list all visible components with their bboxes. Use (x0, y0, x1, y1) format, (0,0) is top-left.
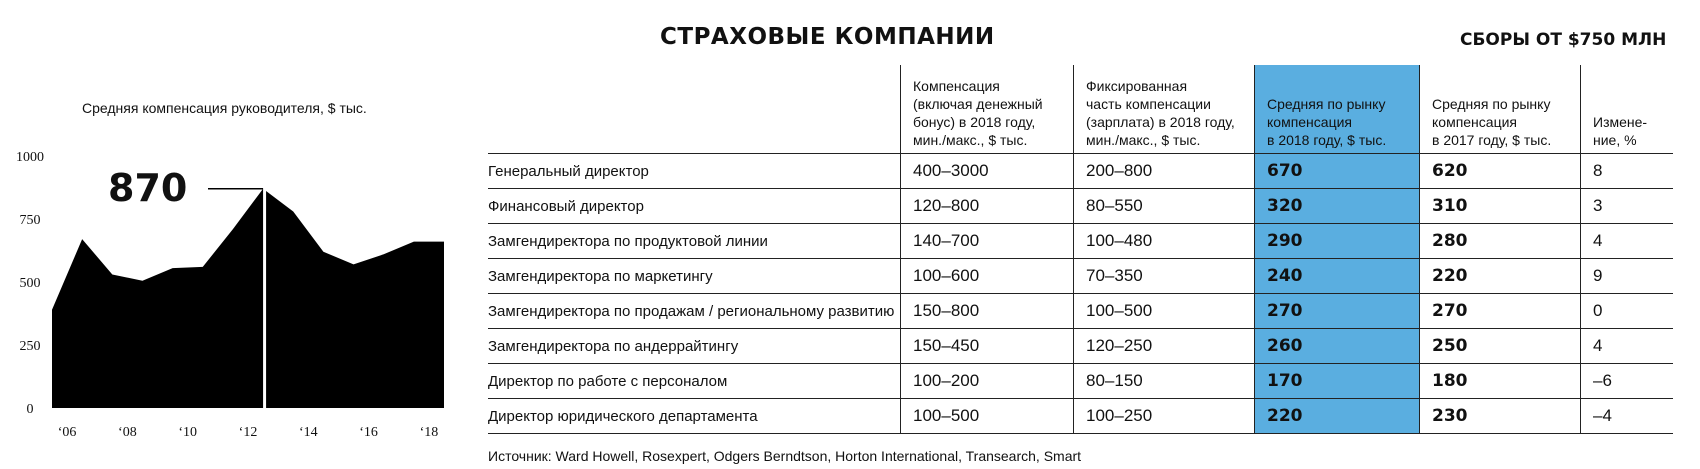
table-cell: 230 (1420, 399, 1581, 434)
table-cell: 670 (1255, 154, 1420, 189)
x-tick-label: ‘12 (238, 425, 258, 440)
table-cell: 100–600 (901, 259, 1074, 294)
table-cell: 250 (1420, 329, 1581, 364)
row-label: Генеральный директор (488, 154, 901, 189)
table-cell: 120–250 (1074, 329, 1255, 364)
table-cell: 4 (1581, 329, 1674, 364)
table-cell: 80–550 (1074, 189, 1255, 224)
table-cell: 100–480 (1074, 224, 1255, 259)
table-cell: 140–700 (901, 224, 1074, 259)
table-cell: 150–450 (901, 329, 1074, 364)
table-cell: 400–3000 (901, 154, 1074, 189)
table-cell: 270 (1255, 294, 1420, 329)
table-cell: 310 (1420, 189, 1581, 224)
area-chart (0, 0, 470, 469)
table-cell: 280 (1420, 224, 1581, 259)
column-header-3: Средняя по рынку компенсация в 2018 году, $ тыс. (1255, 65, 1420, 154)
column-header-4: Средняя по рынку компенсация в 2017 году, $ тыс. (1420, 65, 1581, 154)
table-cell: 220 (1255, 399, 1420, 434)
table-cell: 8 (1581, 154, 1674, 189)
x-tick-label: ‘16 (359, 425, 378, 440)
row-label: Замгендиректора по андеррайтингу (488, 329, 901, 364)
area-series (52, 189, 444, 408)
y-tick-label: 250 (19, 339, 41, 354)
table-cell: –6 (1581, 364, 1674, 399)
compensation-area-chart-block (0, 0, 470, 469)
table-header-row (488, 65, 1673, 154)
table-cell: 9 (1581, 259, 1674, 294)
compensation-table (488, 65, 1673, 434)
highlight-value-label: 870 (108, 165, 188, 210)
table-cell: 270 (1420, 294, 1581, 329)
row-label: Замгендиректора по продажам / региональному развитию (488, 294, 901, 329)
table-cell: 200–800 (1074, 154, 1255, 189)
table-row (488, 224, 1673, 259)
table-cell: 100–500 (1074, 294, 1255, 329)
chart-title: Средняя компенсация руководителя, $ тыс. (82, 100, 367, 116)
x-tick-label: ‘18 (419, 425, 439, 440)
column-header-0 (488, 65, 901, 154)
y-tick-label: 750 (19, 213, 41, 228)
row-label: Замгендиректора по продуктовой линии (488, 224, 901, 259)
table-subtitle: СБОРЫ ОТ $750 МЛН (1460, 30, 1667, 50)
table-cell: 3 (1581, 189, 1674, 224)
table-row (488, 294, 1673, 329)
x-tick-label: ‘14 (298, 425, 318, 440)
row-label: Директор по работе с персоналом (488, 364, 901, 399)
table-cell: 290 (1255, 224, 1420, 259)
row-label: Директор юридического департамента (488, 399, 901, 434)
table-cell: 0 (1581, 294, 1674, 329)
table-cell: 70–350 (1074, 259, 1255, 294)
table-row (488, 329, 1673, 364)
table-row (488, 154, 1673, 189)
table-cell: 170 (1255, 364, 1420, 399)
table-cell: 180 (1420, 364, 1581, 399)
row-label: Замгендиректора по маркетингу (488, 259, 901, 294)
table-title: СТРАХОВЫЕ КОМПАНИИ (660, 24, 995, 50)
column-header-1: Компенсация (включая денежный бонус) в 2018 году, мин./макс., $ тыс. (901, 65, 1074, 154)
table-cell: 240 (1255, 259, 1420, 294)
x-tick-label: ‘08 (118, 425, 137, 440)
table-cell: 320 (1255, 189, 1420, 224)
table-cell: 4 (1581, 224, 1674, 259)
row-label: Финансовый директор (488, 189, 901, 224)
y-tick-label: 1000 (16, 150, 44, 165)
table-cell: 220 (1420, 259, 1581, 294)
table-cell: 260 (1255, 329, 1420, 364)
table-row (488, 189, 1673, 224)
x-tick-label: ‘06 (57, 425, 77, 440)
table-row (488, 259, 1673, 294)
table-cell: –4 (1581, 399, 1674, 434)
table-cell: 150–800 (901, 294, 1074, 329)
table-cell: 100–500 (901, 399, 1074, 434)
table-row (488, 364, 1673, 399)
source-note: Источник: Ward Howell, Rosexpert, Odgers Berndtson, Horton International, Transearch, Smart (488, 448, 1082, 464)
x-tick-label: ‘10 (178, 425, 198, 440)
column-header-5: Измене- ние, % (1581, 65, 1674, 154)
table-row (488, 399, 1673, 434)
table-cell: 80–150 (1074, 364, 1255, 399)
y-tick-label: 0 (26, 402, 34, 417)
y-tick-label: 500 (19, 276, 41, 291)
table-cell: 100–200 (901, 364, 1074, 399)
column-header-2: Фиксированная часть компенсации (зарплата) в 2018 году, мин./макс., $ тыс. (1074, 65, 1255, 154)
table-cell: 620 (1420, 154, 1581, 189)
table-cell: 100–250 (1074, 399, 1255, 434)
table-cell: 120–800 (901, 189, 1074, 224)
